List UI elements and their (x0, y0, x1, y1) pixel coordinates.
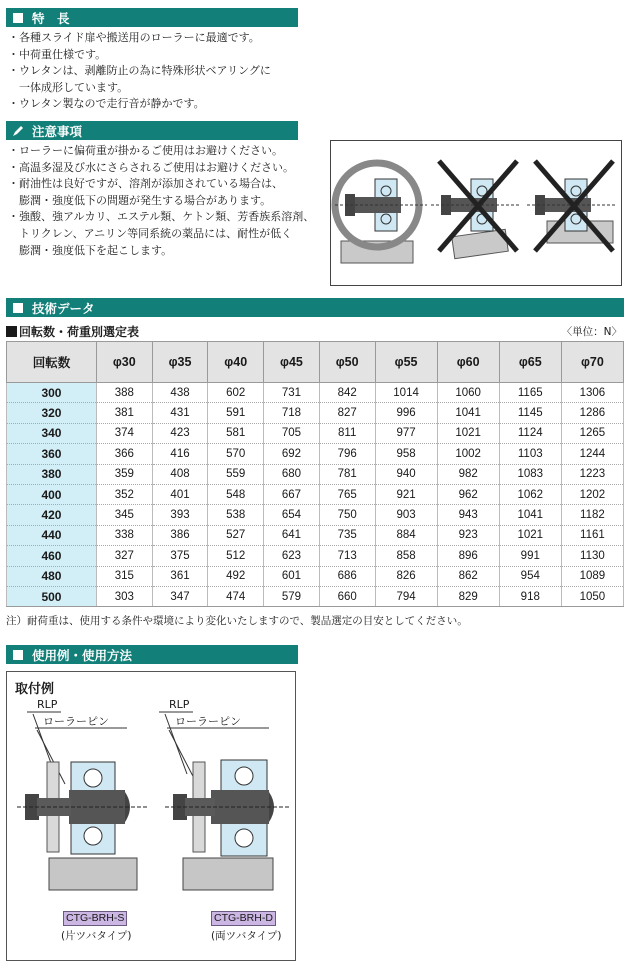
caution-header (6, 121, 298, 140)
column-header: φ65 (499, 342, 561, 383)
tech-header (6, 298, 624, 317)
list-item: ・ローラーに偏荷重が掛かるご使用はお避けください。 (8, 144, 283, 157)
load-cell: 1089 (561, 566, 623, 586)
load-cell: 401 (152, 484, 208, 504)
list-item: ・耐油性は良好ですが、溶剤が添加されている場合は、 (8, 177, 283, 191)
load-cell: 940 (375, 464, 437, 484)
table-row (7, 546, 624, 566)
load-cell: 623 (264, 546, 320, 566)
load-cell: 735 (319, 525, 375, 545)
double-flange-roller-assembly (165, 760, 291, 890)
load-cell: 705 (264, 423, 320, 443)
rpm-cell: 440 (7, 525, 97, 545)
unit-label: 〈単位：N〉 (561, 326, 622, 338)
load-cell: 765 (319, 484, 375, 504)
load-cell: 601 (264, 566, 320, 586)
single-flange-roller-assembly (17, 762, 147, 890)
load-cell: 602 (208, 383, 264, 403)
load-cell: 548 (208, 484, 264, 504)
load-cell: 660 (319, 586, 375, 606)
load-cell: 991 (499, 546, 561, 566)
load-cell: 327 (96, 546, 152, 566)
features-list (8, 30, 271, 113)
load-cell: 667 (264, 484, 320, 504)
load-cell: 1083 (499, 464, 561, 484)
list-item: ・強酸、強アルカリ、エステル類、ケトン類、芳香族系溶剤、 (8, 210, 315, 224)
load-cell: 842 (319, 383, 375, 403)
load-cell: 1161 (561, 525, 623, 545)
load-cell: 641 (264, 525, 320, 545)
rpm-cell: 340 (7, 423, 97, 443)
table-row (7, 566, 624, 586)
load-cell: 903 (375, 505, 437, 525)
pencil-icon (12, 125, 24, 137)
load-cell: 416 (152, 444, 208, 464)
list-item: ・ウレタンは、剥離防止の為に特殊形状ベアリングに (8, 64, 271, 78)
rpm-cell: 320 (7, 403, 97, 423)
table-row (7, 525, 624, 545)
model-badge-right: CTG-BRH-D (211, 911, 276, 926)
black-square-icon (6, 326, 17, 337)
caution-list (8, 143, 314, 259)
load-cell: 388 (96, 383, 152, 403)
load-cell: 579 (264, 586, 320, 606)
load-cell: 829 (437, 586, 499, 606)
load-cell: 731 (264, 383, 320, 403)
load-cell: 1145 (499, 403, 561, 423)
load-cell: 527 (208, 525, 264, 545)
table-row (7, 464, 624, 484)
load-cell: 680 (264, 464, 320, 484)
load-cell: 977 (375, 423, 437, 443)
rpm-cell: 480 (7, 566, 97, 586)
load-cell: 796 (319, 444, 375, 464)
type-caption-right: (両ツバタイプ) (211, 930, 282, 942)
load-cell: 1002 (437, 444, 499, 464)
square-bullet-icon (12, 302, 24, 314)
list-item: 一体成形しています。 (8, 80, 129, 94)
load-cell: 1014 (375, 383, 437, 403)
column-header: φ45 (264, 342, 320, 383)
load-cell: 1286 (561, 403, 623, 423)
column-header: 回転数 (7, 342, 97, 383)
table-row (7, 403, 624, 423)
load-cell: 474 (208, 586, 264, 606)
column-header: φ70 (561, 342, 623, 383)
load-cell: 750 (319, 505, 375, 525)
table-row (7, 484, 624, 504)
rlp-label-right: RLP (169, 698, 190, 711)
column-header: φ35 (152, 342, 208, 383)
load-cell: 570 (208, 444, 264, 464)
table-row (7, 505, 624, 525)
load-cell: 538 (208, 505, 264, 525)
usage-header (6, 645, 298, 664)
load-cell: 438 (152, 383, 208, 403)
caution-diagram (330, 140, 622, 286)
table-row (7, 586, 624, 606)
load-cell: 718 (264, 403, 320, 423)
roller-prohibited-use-illustration-2 (527, 161, 617, 251)
load-cell: 393 (152, 505, 208, 525)
column-header: φ40 (208, 342, 264, 383)
load-cell: 1124 (499, 423, 561, 443)
load-cell: 591 (208, 403, 264, 423)
list-item: ・各種スライド扉や搬送用のローラーに最適です。 (8, 31, 260, 44)
tech-header-label: 技術データ (32, 300, 95, 316)
mounting-example-box (6, 671, 296, 961)
load-cell: 386 (152, 525, 208, 545)
load-cell: 1060 (437, 383, 499, 403)
features-header (6, 8, 298, 27)
table-row (7, 423, 624, 443)
load-cell: 982 (437, 464, 499, 484)
table-row (7, 444, 624, 464)
load-cell: 423 (152, 423, 208, 443)
rpm-cell: 460 (7, 546, 97, 566)
roller-prohibited-use-illustration-1 (431, 161, 521, 259)
load-cell: 492 (208, 566, 264, 586)
roller-eccentric-load-illustration (335, 163, 427, 263)
load-cell: 826 (375, 566, 437, 586)
load-cell: 1182 (561, 505, 623, 525)
roller-pin-label-left: ローラーピン (43, 715, 109, 728)
load-cell: 359 (96, 464, 152, 484)
table-title-label: 回転数・荷重別選定表 (19, 325, 140, 339)
mounting-example-title: 取付例 (15, 682, 55, 697)
load-cell: 811 (319, 423, 375, 443)
load-cell: 1165 (499, 383, 561, 403)
load-cell: 1041 (437, 403, 499, 423)
load-cell: 781 (319, 464, 375, 484)
model-badge-left: CTG-BRH-S (63, 911, 127, 926)
load-cell: 352 (96, 484, 152, 504)
load-cell: 1223 (561, 464, 623, 484)
rpm-cell: 300 (7, 383, 97, 403)
load-cell: 1041 (499, 505, 561, 525)
table-note: 注）耐荷重は、使用する条件や環境により変化いたしますので、製品選定の目安としてください。 (6, 615, 468, 627)
rlp-label-left: RLP (37, 698, 58, 711)
load-cell: 381 (96, 403, 152, 423)
load-cell: 1306 (561, 383, 623, 403)
column-header: φ55 (375, 342, 437, 383)
load-cell: 794 (375, 586, 437, 606)
load-cell: 1265 (561, 423, 623, 443)
load-cell: 366 (96, 444, 152, 464)
load-cell: 713 (319, 546, 375, 566)
features-header-label: 特 長 (32, 10, 70, 26)
load-cell: 559 (208, 464, 264, 484)
column-header: φ30 (96, 342, 152, 383)
square-bullet-icon (12, 649, 24, 661)
load-cell: 654 (264, 505, 320, 525)
load-cell: 1021 (437, 423, 499, 443)
type-caption-left: (片ツバタイプ) (61, 930, 132, 942)
load-cell: 962 (437, 484, 499, 504)
list-item: ・ウレタン製なので走行音が静かです。 (8, 97, 205, 111)
load-cell: 581 (208, 423, 264, 443)
load-cell: 996 (375, 403, 437, 423)
rpm-cell: 380 (7, 464, 97, 484)
roller-pin-label-right: ローラーピン (175, 715, 241, 728)
square-bullet-icon (12, 12, 24, 24)
rpm-cell: 500 (7, 586, 97, 606)
load-cell: 884 (375, 525, 437, 545)
load-cell: 1050 (561, 586, 623, 606)
list-item: ・高温多湿及び水にさらされるご使用はお避けください。 (8, 160, 294, 174)
load-cell: 921 (375, 484, 437, 504)
load-cell: 954 (499, 566, 561, 586)
load-cell: 692 (264, 444, 320, 464)
list-item: 膨潤・強度低下の問題が発生する場合があります。 (8, 193, 272, 207)
load-cell: 918 (499, 586, 561, 606)
load-cell: 862 (437, 566, 499, 586)
load-cell: 512 (208, 546, 264, 566)
load-cell: 375 (152, 546, 208, 566)
caution-header-label: 注意事項 (32, 123, 83, 139)
load-cell: 896 (437, 546, 499, 566)
load-cell: 361 (152, 566, 208, 586)
table-row (7, 383, 624, 403)
load-cell: 408 (152, 464, 208, 484)
load-cell: 1062 (499, 484, 561, 504)
column-header: φ60 (437, 342, 499, 383)
list-item: ・中荷重仕様です。 (8, 47, 107, 61)
load-cell: 827 (319, 403, 375, 423)
load-cell: 345 (96, 505, 152, 525)
load-cell: 374 (96, 423, 152, 443)
selection-table (6, 341, 624, 607)
load-cell: 943 (437, 505, 499, 525)
load-cell: 923 (437, 525, 499, 545)
load-cell: 315 (96, 566, 152, 586)
load-cell: 1202 (561, 484, 623, 504)
load-cell: 303 (96, 586, 152, 606)
list-item: トリクレン、アニリン等同系統の薬品には、耐性が低く (8, 226, 293, 240)
column-header: φ50 (319, 342, 375, 383)
list-item: 膨潤・強度低下を起こします。 (8, 243, 173, 257)
rpm-cell: 420 (7, 505, 97, 525)
load-cell: 1021 (499, 525, 561, 545)
load-cell: 1244 (561, 444, 623, 464)
load-cell: 686 (319, 566, 375, 586)
load-cell: 431 (152, 403, 208, 423)
load-cell: 858 (375, 546, 437, 566)
load-cell: 958 (375, 444, 437, 464)
rpm-cell: 360 (7, 444, 97, 464)
load-cell: 1130 (561, 546, 623, 566)
usage-header-label: 使用例・使用方法 (32, 647, 133, 663)
rpm-cell: 400 (7, 484, 97, 504)
load-cell: 1103 (499, 444, 561, 464)
table-title (6, 323, 139, 340)
load-cell: 347 (152, 586, 208, 606)
load-cell: 338 (96, 525, 152, 545)
table-header-row (7, 342, 624, 383)
